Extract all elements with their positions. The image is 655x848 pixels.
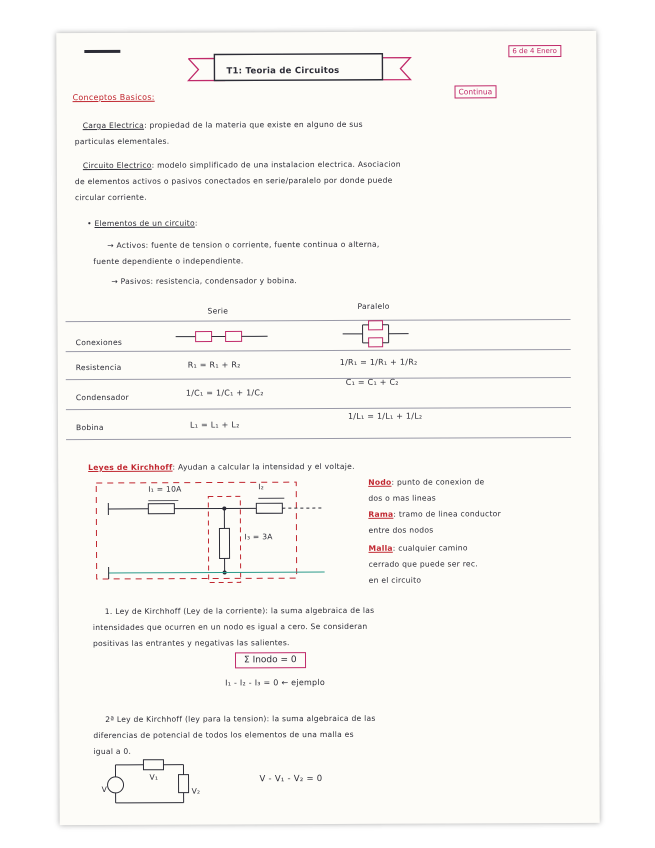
col-header-serie: Serie [207,306,229,316]
pasivos-line: → Pasivos: resistencia, condensador y bobina. [111,276,298,286]
ley2-label-v: V [101,784,108,794]
cell-resistencia-paralelo: 1/R₁ = 1/R₁ + 1/R₂ [339,357,418,367]
kirchhoff-term: Leyes de Kirchhoff [88,462,173,473]
carga-text-1: : propiedad de la materia que existe en alguno de sus [144,119,363,130]
cell-resistencia-serie: R₁ = R₁ + R₂ [187,360,241,370]
carga-line-2: particulas elementales. [74,136,170,147]
ley2-line-2: diferencias de potencial de todos los elementos de una malla es [93,729,354,741]
notebook-page [56,31,599,825]
rama-term: Rama [368,509,394,519]
ley2-line-1: 2ª Ley de Kirchhoff (ley para la tension): la suma algebraica de las [105,713,376,724]
table-rule [66,319,571,322]
section-heading-conceptos: Conceptos Basicos: [72,92,155,103]
current-label-i3: I₃ = 3A [244,532,273,542]
elementos-line: • Elementos de un circuito: [87,218,198,229]
table-rule [66,377,571,380]
ley2-label-v2: V₂ [191,786,201,796]
ley2-line-3: igual a 0. [93,746,132,757]
table-rule [66,349,571,352]
malla-line-2: cerrado que puede ser rec. [368,559,478,569]
ley2-label-v1: V₁ [149,772,159,782]
cell-bobina-paralelo: 1/L₁ = 1/L₁ + 1/L₂ [347,411,423,421]
circuito-line-1 [83,160,401,170]
row-label-bobina: Bobina [75,422,104,433]
malla-line-3: en el circuito [368,575,422,585]
kirchhoff-text: : Ayudan a calcular la intensidad y el voltaje. [172,461,355,472]
nodo-term: Nodo [368,477,392,487]
carga-term: Carga Electrica [82,120,145,131]
table-rule [66,437,571,440]
ley1-line-3: positivas las entrantes y negativas las salientes. [92,638,290,649]
ley1-line-1: 1. Ley de Kirchhoff (Ley de la corriente): la suma algebraica de las [104,605,375,616]
carga-line-1 [83,120,363,130]
malla-line-1 [369,543,468,552]
activos-line-1: → Activos: fuente de tension o corriente, fuente continua o alterna, [107,239,380,250]
malla-text-1: : cualquier camino [392,543,468,553]
cell-condensador-paralelo: C₁ = C₁ + C₂ [345,377,399,387]
current-label-i1: I₁ = 10A [148,484,182,494]
table-rule [66,407,571,410]
circuito-term: Circuito Electrico [82,160,152,171]
date-tag: 6 de 4 Enero [508,45,561,57]
series-connection-symbol [176,326,272,346]
malla-term: Malla [368,543,393,553]
current-label-i2: I₂ [258,482,265,492]
elementos-colon: : [194,218,198,228]
continua-tag: Continua [455,85,497,98]
row-label-conexiones: Conexiones [75,337,123,348]
col-header-paralelo: Paralelo [357,301,390,311]
nodo-text-1: : punto de conexion de [391,477,485,487]
ley2-circuit-diagram [99,759,199,807]
top-rule-mark [84,50,120,53]
circuito-line-2: de elementos activos o pasivos conectados en serie/paralelo por donde puede [74,175,393,187]
circuito-text-1: : modelo simplificado de una instalacion electrica. Asociacion [151,159,401,170]
kirchhoff-circuit-diagram [88,478,328,587]
cell-bobina-serie: L₁ = L₁ + L₂ [189,420,240,430]
row-label-resistencia: Resistencia [75,362,122,373]
row-label-condensador: Condensador [75,392,129,403]
ley2-formula: V - V₁ - V₂ = 0 [259,774,323,785]
circuito-line-3: circular corriente. [74,192,147,203]
page-title: T1: Teoria de Circuitos [226,65,340,77]
ley1-example: I₁ - I₂ - I₃ = 0 ← ejemplo [225,678,326,688]
nodo-line-1 [368,477,484,487]
kirchhoff-line [88,462,355,472]
cell-condensador-serie: 1/C₁ = 1/C₁ + 1/C₂ [185,388,264,398]
ley1-formula-box: Σ Inodo = 0 [235,652,306,668]
nodo-line-2: dos o mas lineas [368,493,436,503]
rama-line-1 [368,509,501,519]
parallel-connection-symbol [343,318,423,350]
activos-line-2: fuente dependiente o independiente. [93,256,244,267]
ley1-line-2: intensidades que ocurren en un nodo es igual a cero. Se consideran [92,621,368,633]
rama-text-1: : tramo de linea conductor [393,509,501,519]
rama-line-2: entre dos nodos [368,525,434,535]
elementos-term: Elementos de un circuito [94,218,195,229]
